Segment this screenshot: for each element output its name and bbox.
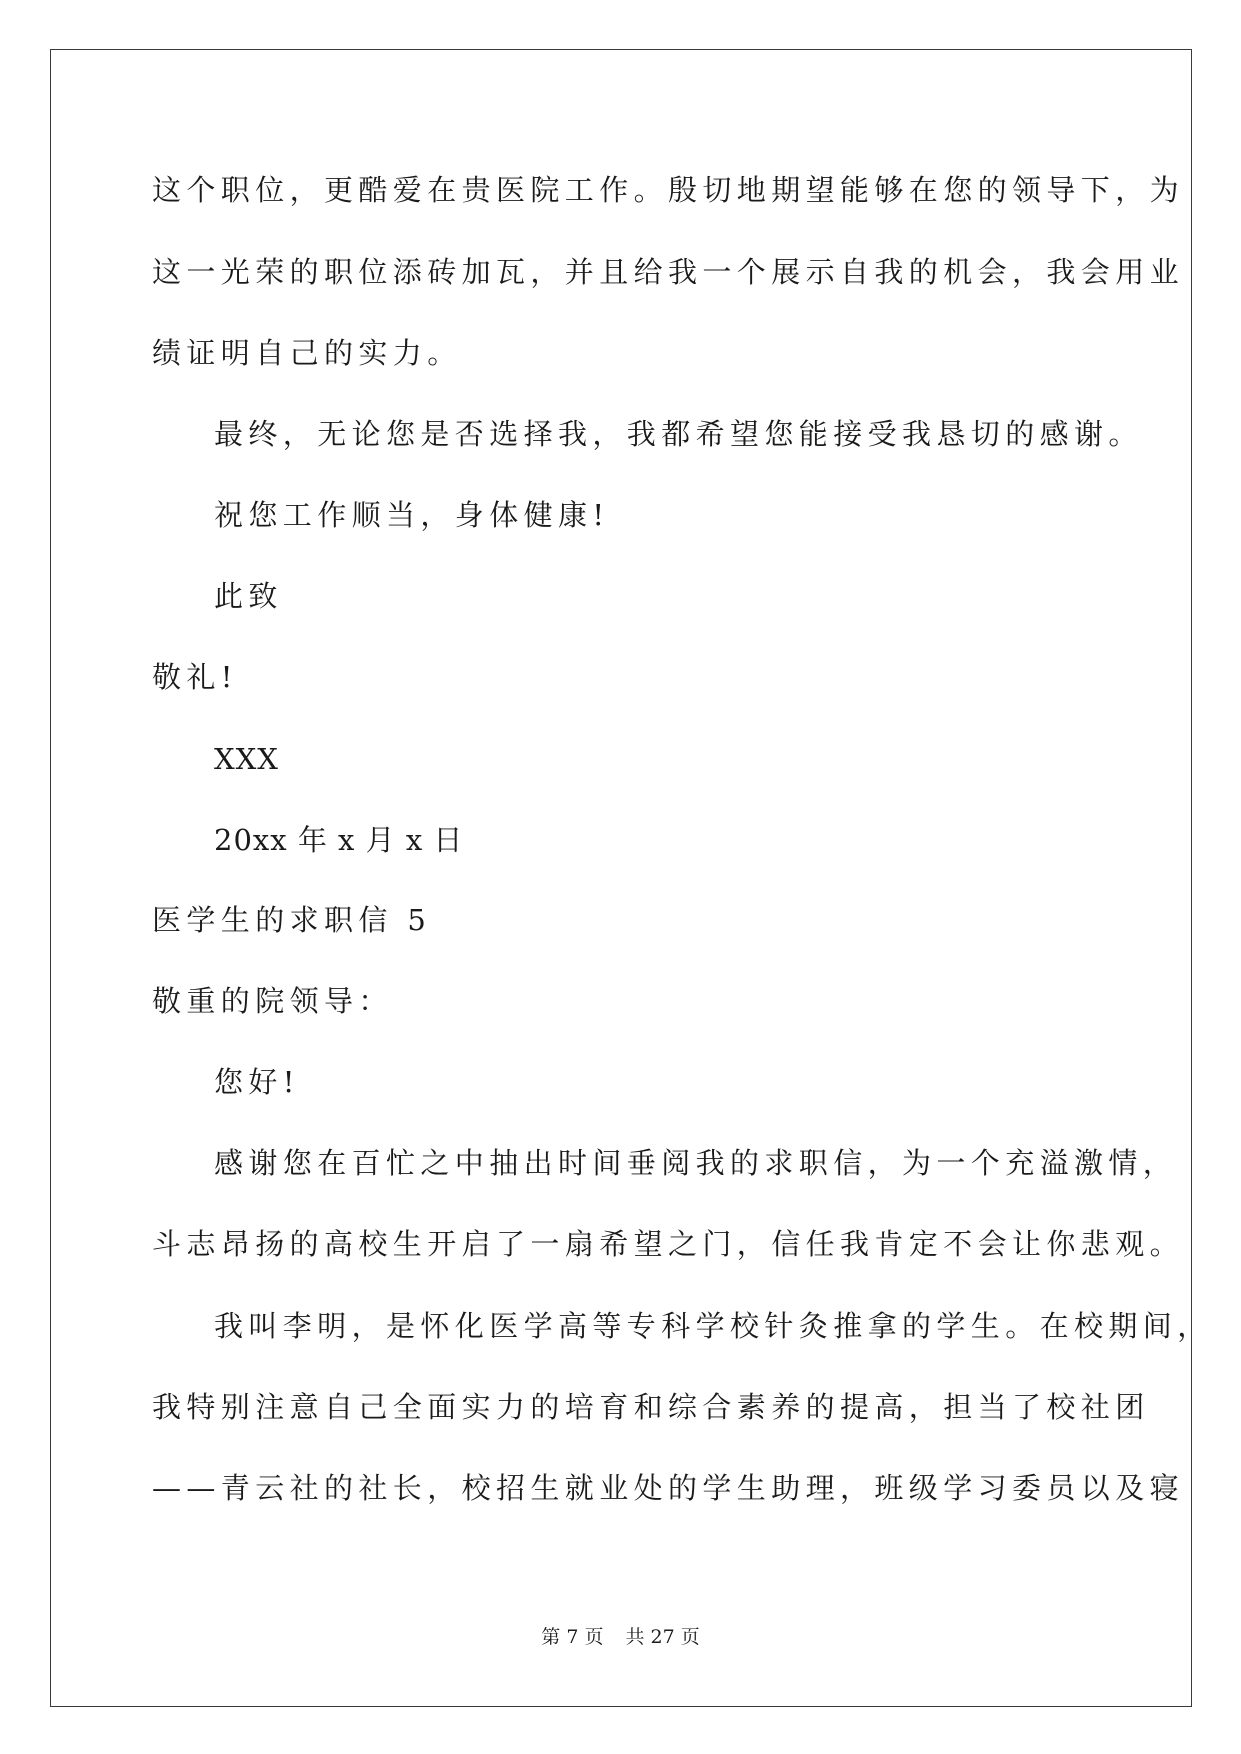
letter-greeting: 您好! [214,1065,300,1099]
signature-date: 20xx 年 x 月 x 日 [214,823,464,857]
signature-name: XXX [214,742,279,776]
body-line: 这个职位，更酷爱在贵医院工作。殷切地期望能够在您的领导下，为 [152,173,1185,207]
letter-salutation: 敬重的院领导： [152,984,393,1018]
body-line: ——青云社的社长，校招生就业处的学生助理，班级学习委员以及寝 [152,1471,1185,1505]
greeting-wish: 祝您工作顺当，身体健康! [214,498,610,532]
page-total: 共 27 页 [625,1626,700,1648]
body-line: 感谢您在百忙之中抽出时间垂阅我的求职信，为一个充溢激情， [214,1146,1178,1180]
body-line: 斗志昂扬的高校生开启了一扇希望之门，信任我肯定不会让你悲观。 [152,1227,1185,1261]
closing-regards: 敬礼! [152,660,238,694]
body-line: 我叫李明，是怀化医学高等专科学校针灸推拿的学生。在校期间， [214,1309,1212,1343]
body-line: 绩证明自己的实力。 [152,336,462,370]
body-line: 这一光荣的职位添砖加瓦，并且给我一个展示自我的机会，我会用业 [152,255,1185,289]
page-number: 第 7 页 [541,1626,604,1648]
closing-salutation: 此致 [214,579,283,613]
page-border [50,49,1192,1707]
page-footer [0,1626,1241,1648]
section-title: 医学生的求职信 5 [152,903,432,937]
body-line: 我特别注意自己全面实力的培育和综合素养的提高，担当了校社团 [152,1390,1150,1424]
body-line: 最终，无论您是否选择我，我都希望您能接受我恳切的感谢。 [214,417,1143,451]
